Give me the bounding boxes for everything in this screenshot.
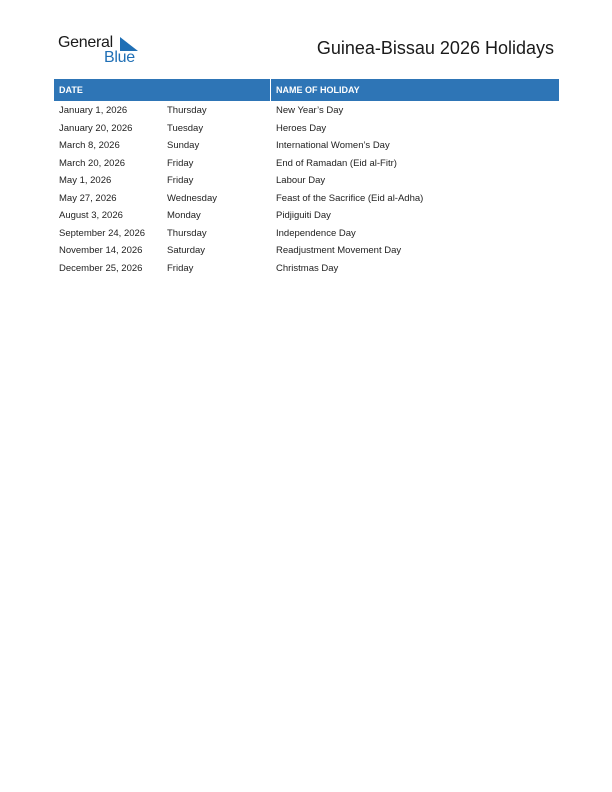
row-holiday-name: Readjustment Movement Day: [276, 245, 402, 256]
table-body: [54, 101, 559, 277]
table-row: [54, 155, 559, 173]
row-weekday: Thursday: [167, 227, 207, 239]
logo: [58, 34, 148, 68]
row-weekday: Friday: [167, 262, 194, 274]
header-holiday-name: NAME OF HOLIDAY: [276, 85, 360, 95]
table-header: [54, 79, 559, 101]
table-row: [54, 137, 559, 155]
row-weekday: Friday: [167, 157, 194, 169]
page-title: Guinea-Bissau 2026 Holidays: [316, 38, 554, 58]
row-weekday: Monday: [167, 210, 201, 221]
row-weekday: Wednesday: [167, 192, 217, 204]
table-row: [54, 190, 559, 208]
row-holiday-name: End of Ramadan (Eid al-Fitr): [276, 157, 397, 169]
row-weekday: Friday: [167, 175, 194, 186]
row-weekday: Thursday: [167, 105, 207, 116]
table-row: [54, 242, 559, 260]
row-holiday-name: Christmas Day: [276, 262, 339, 274]
table-row: [54, 120, 559, 138]
row-holiday-name: Heroes Day: [276, 122, 327, 134]
row-date: November 14, 2026: [59, 245, 143, 256]
table-row: [54, 207, 559, 225]
row-date: March 8, 2026: [59, 140, 120, 151]
table-row: [54, 225, 559, 243]
logo-text-general: General: [58, 34, 113, 51]
row-date: August 3, 2026: [59, 210, 123, 221]
row-holiday-name: Labour Day: [276, 175, 326, 186]
row-date: September 24, 2026: [59, 227, 146, 239]
row-date: December 25, 2026: [59, 262, 143, 274]
row-date: May 1, 2026: [59, 175, 112, 186]
row-date: March 20, 2026: [59, 157, 126, 169]
row-holiday-name: Feast of the Sacrifice (Eid al-Adha): [276, 192, 424, 204]
row-holiday-name: International Women’s Day: [276, 140, 390, 151]
row-holiday-name: Independence Day: [276, 227, 356, 239]
header-date: DATE: [59, 85, 83, 95]
table-row: [54, 260, 559, 278]
row-weekday: Tuesday: [167, 122, 204, 134]
row-weekday: Saturday: [167, 245, 206, 256]
row-date: January 20, 2026: [59, 122, 133, 134]
row-holiday-name: Pidjiguiti Day: [276, 210, 331, 221]
row-date: January 1, 2026: [59, 105, 128, 116]
row-weekday: Sunday: [167, 140, 200, 151]
table-row: [54, 172, 559, 190]
row-date: May 27, 2026: [59, 192, 117, 204]
table-row: [54, 102, 559, 120]
row-holiday-name: New Year’s Day: [276, 105, 344, 116]
holiday-table: [54, 79, 559, 277]
logo-text-blue: Blue: [104, 49, 135, 66]
